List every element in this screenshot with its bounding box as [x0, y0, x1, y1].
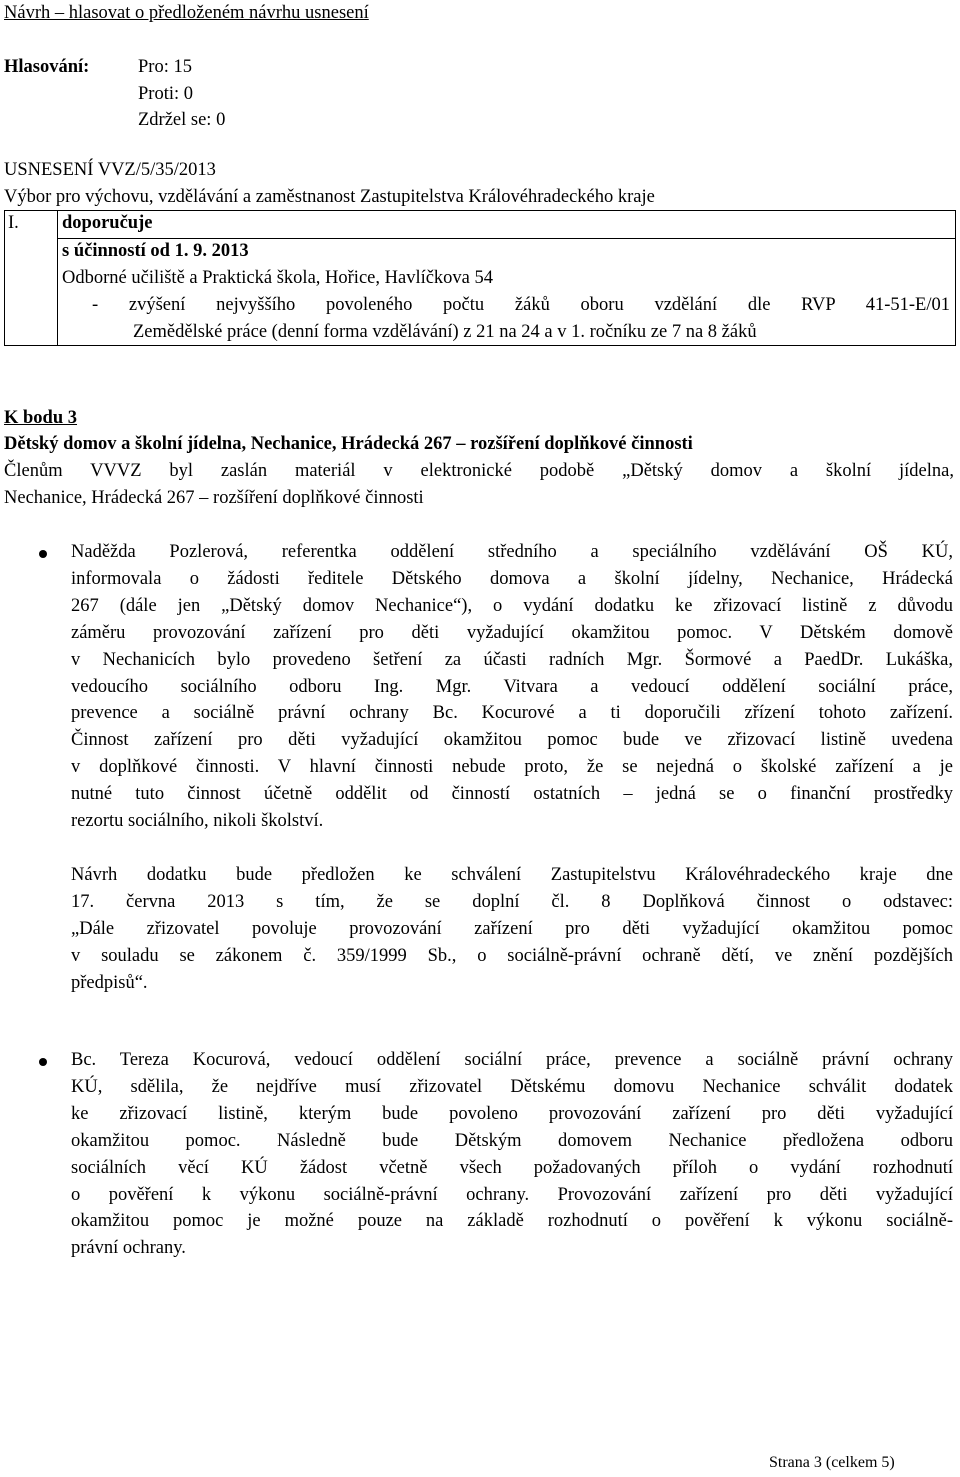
paragraph-line: záměru provozování zařízení pro děti vyžadující okamžitou pomoc. V Dětském domově [71, 622, 953, 643]
paragraph-line: 17. června 2013 s tím, že se doplní čl. 8 Doplňková činnost o odstavec: [71, 891, 953, 912]
paragraph-line: informovala o žádosti ředitele Dětského domova a školní jídelny, Nechanice, Hrádecká [71, 568, 953, 589]
paragraph-line: Bc. Tereza Kocurová, vedoucí oddělení sociální práce, prevence a sociálně právní ochrany [71, 1050, 953, 1070]
paragraph-line: okamžitou pomoc. Následně bude Dětským domovem Nechanice předložena odboru [71, 1130, 953, 1151]
paragraph-line: o pověření k výkonu sociálně-právní ochrany. Provozování zařízení pro děti vyžadující [71, 1184, 953, 1205]
votes-for: Pro: 15 [138, 57, 192, 77]
paragraph-line: „Dále zřizovatel povoluje provozování zařízení pro děti vyžadující okamžitou pomoc [71, 918, 953, 939]
paragraph-line: sociálních věcí KÚ žádost včetně všech požadovaných příloh o vydání rozhodnutí [71, 1157, 953, 1178]
paragraph-line: 267 (dále jen „Dětský domov Nechanice“), o vydání dodatku ke zřizovací listině z důvodu [71, 595, 953, 616]
section-title: Dětský domov a školní jídelna, Nechanice, Hrádecká 267 – rozšíření doplňkové činnosti [4, 434, 693, 454]
resolution-verb: doporučuje [62, 213, 153, 233]
paragraph-line: KÚ, sdělila, že nejdříve musí zřizovatel Dětskému domovu Nechanice schválit dodatek [71, 1076, 953, 1097]
paragraph-line: Naděžda Pozlerová, referentka oddělení středního a speciálního vzdělávání OŠ KÚ, [71, 542, 953, 562]
paragraph-line: rezortu sociálního, nikoli školství. [71, 811, 324, 831]
page-number: Strana 3 (celkem 5) [769, 1454, 895, 1471]
proposal-link[interactable]: Návrh – hlasovat o předloženém návrhu usnesení [4, 3, 369, 23]
table-column-divider [57, 211, 58, 345]
section-intro-line: Nechanice, Hrádecká 267 – rozšíření doplňkové činnosti [4, 488, 424, 508]
paragraph-line: právní ochrany. [71, 1238, 186, 1259]
votes-against: Proti: 0 [138, 84, 193, 104]
resolution-item-line: - zvýšení nejvyššího povoleného počtu žáků oboru vzdělání dle RVP 41-51-E/01 [92, 295, 950, 315]
committee-name: Výbor pro výchovu, vzdělávání a zaměstnanost Zastupitelstva Královéhradeckého kraje [4, 187, 655, 207]
section-heading: K bodu 3 [4, 408, 78, 428]
resolution-id: USNESENÍ VVZ/5/35/2013 [4, 160, 216, 180]
paragraph-line: předpisů“. [71, 972, 148, 993]
resolution-roman: I. [8, 213, 19, 233]
paragraph-line: vedoucího sociálního odboru Ing. Mgr. Vitvara a vedoucí oddělení sociální práce, [71, 676, 953, 697]
paragraph-line: prevence a sociálně právní ochrany Bc. Kocurové a ti doporučili zřízení tohoto zařízení. [71, 703, 953, 724]
paragraph-line: v souladu se zákonem č. 359/1999 Sb., o sociálně-právní ochraně dětí, ve znění pozdějších [71, 945, 953, 966]
school-name: Odborné učiliště a Praktická škola, Hořice, Havlíčkova 54 [62, 268, 494, 288]
voting-label: Hlasování: [4, 57, 90, 77]
bullet-icon [39, 1058, 47, 1066]
paragraph-line: ke zřizovací listině, kterým bude povoleno provozování zařízení pro děti vyžadující [71, 1103, 953, 1124]
paragraph-line: nutné tuto činnost účetně oddělit od činností ostatních – jedná se o finanční prostředky [71, 784, 953, 805]
paragraph-line: v Nechanicích bylo provedeno šetření za účasti radních Mgr. Šormové a PaedDr. Lukáška, [71, 649, 953, 670]
paragraph-line: okamžitou pomoc je možné pouze na základě rozhodnutí o pověření k výkonu sociálně- [71, 1211, 953, 1232]
effective-date: s účinností od 1. 9. 2013 [62, 241, 249, 261]
bullet-icon [39, 550, 47, 558]
paragraph-line: v doplňkové činnosti. V hlavní činnosti nebude proto, že se nejedná o školské zařízení a je [71, 757, 953, 778]
section-intro-line: Členům VVVZ byl zaslán materiál v elektronické podobě „Dětský domov a školní jídelna, [4, 461, 954, 481]
paragraph-line: Činnost zařízení pro děti vyžadující okamžitou pomoc bude ve zřizovací listině uvedena [71, 730, 953, 751]
resolution-item-line: Zemědělské práce (denní forma vzdělávání) z 21 na 24 a v 1. ročníku ze 7 na 8 žáků [133, 322, 757, 342]
votes-abstain: Zdržel se: 0 [138, 110, 226, 130]
paragraph-line: Návrh dodatku bude předložen ke schválení Zastupitelstvu Královéhradeckého kraje dne [71, 865, 953, 885]
